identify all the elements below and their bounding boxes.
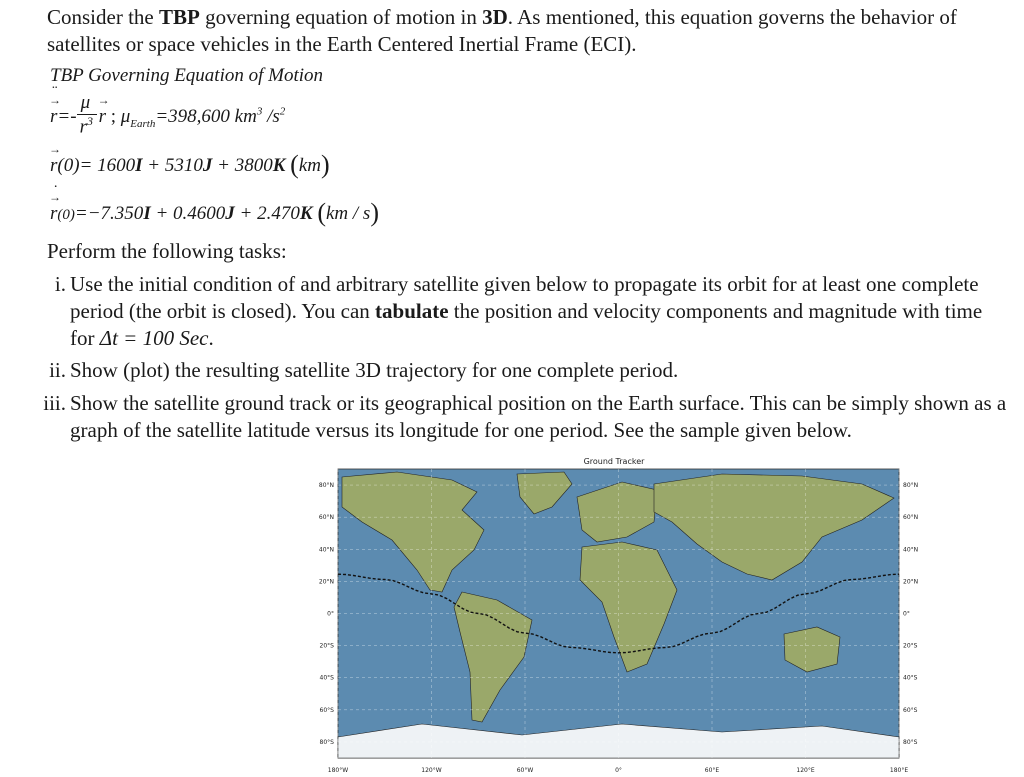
initial-velocity [50,198,379,228]
r0-y: + 5310 [142,155,203,176]
intro-bold-tbp: TBP [158,5,200,29]
y-tick-label-right: 0° [903,610,910,618]
r0-arg: (0)= [57,155,98,176]
v0-vector: → r ˙ [50,203,57,225]
r0-vector: → r [50,155,57,177]
y-tick-label-right: 40°N [903,546,919,554]
v0-unit: km / s [325,203,371,224]
y-tick-label-left: 20°S [319,642,334,650]
r0-x: 1600 [97,155,136,176]
chart-title: Ground Tracker [583,457,645,466]
x-tick-labels [328,767,909,774]
r0-unit: km [298,155,321,176]
y-tick-label-right: 40°S [903,674,918,682]
fraction [77,92,99,138]
km-exp: 3 [256,105,263,118]
per-s: /s [262,106,280,127]
r-double-dot: → r ¨ [50,106,57,128]
x-tick-label: 180°E [889,767,909,774]
mu-earth-value: =398,600 km [155,106,257,127]
fraction-numerator: μ [80,92,91,113]
paren-close: ) [320,150,330,179]
intro-text-1: Consider the [47,5,159,29]
tasks-intro: Perform the following tasks: [47,239,287,263]
y-tick-label-left: 0° [327,610,334,618]
paren-close-2: ) [370,198,379,227]
y-tick-label-right: 60°N [903,514,919,522]
initial-position [50,150,330,180]
r-vector: → r [99,106,106,128]
intro-bold-3d: 3D [482,5,508,29]
y-tick-label-right: 80°N [903,482,919,490]
unit-j: J [202,155,213,176]
r0-z: + 3800 [212,155,273,176]
intro-text-3: . As mentioned, this equation governs the behavior of satellites or space vehicles in the Earth Centered Inertial Frame (ECI). [47,5,957,56]
task-1-text-a: Use the initial condition of and arbitrary satellite given below to propagate its orbit for at least one complete period (the orbit is closed). You can [70,272,979,323]
y-tick-label-left: 80°N [318,482,334,490]
v-unit-k: K [299,203,313,224]
y-tick-label-left: 60°S [319,706,334,714]
task-1-dt: Δt = 100 Sec [99,326,209,350]
v0-arg: (0) [57,207,75,223]
x-tick-label: 180°W [327,767,349,774]
y-tick-label-left: 20°N [318,578,334,586]
v-unit-i: I [143,203,151,224]
y-tick-label-right: 80°S [903,738,918,746]
v0-x: =−7.350 [74,203,144,224]
mu-earth-subscript: Earth [130,117,156,130]
intro-text-2: governing equation of motion in [199,5,483,29]
task-number: ii. [49,358,66,382]
y-tick-label-right: 60°S [903,706,918,714]
intro-paragraph [47,4,1007,58]
y-tick-label-left: 40°N [318,546,334,554]
fraction-denominator [80,114,93,138]
unit-k: K [272,155,286,176]
task-text [70,271,1010,352]
unit-i: I [135,155,143,176]
y-tick-label-right: 20°N [903,578,919,586]
task-1-bold: tabulate [375,299,449,323]
v0-y: + 0.4600 [150,203,226,224]
equation-of-motion [50,92,286,138]
s-exp: 2 [279,105,286,118]
task-1-text-c: . [208,326,214,350]
y-tick-label-left: 80°S [319,738,334,746]
ground-track-figure [302,452,924,777]
mu-earth: μ [120,106,131,127]
x-tick-label: 60°W [516,767,534,774]
v0-z: + 2.470 [234,203,300,224]
eq1-equals: =- [57,106,77,127]
x-tick-label: 60°E [704,767,720,774]
den-r: r [79,116,87,138]
x-tick-label: 120°W [421,767,442,774]
x-tick-label: 0° [615,767,622,774]
ground-track-chart [302,452,924,777]
task-number: i. [54,272,66,296]
paren-open: ( [290,150,299,179]
paren-open-2: ( [317,198,326,227]
task-text: Show (plot) the resulting satellite 3D trajectory for one complete period. [70,358,679,382]
y-tick-label-left: 40°S [319,674,334,682]
section-heading: TBP Governing Equation of Motion [50,65,324,86]
x-tick-label: 120°E [796,767,815,774]
y-tick-label-left: 60°N [318,514,334,522]
task-number: iii. [43,391,66,415]
task-1-text-b: the position and velocity components and magnitude with time for [70,299,983,350]
v-unit-j: J [225,203,235,224]
den-exp: 3 [86,114,93,128]
y-tick-label-right: 20°S [903,642,918,650]
task-text: Show the satellite ground track or its geographical position on the Earth surface. This can be simply shown as a graph of the satellite latitude versus its longitude for one period. See the sample given below. [70,391,1007,442]
eq1-separator: ; [105,106,121,127]
